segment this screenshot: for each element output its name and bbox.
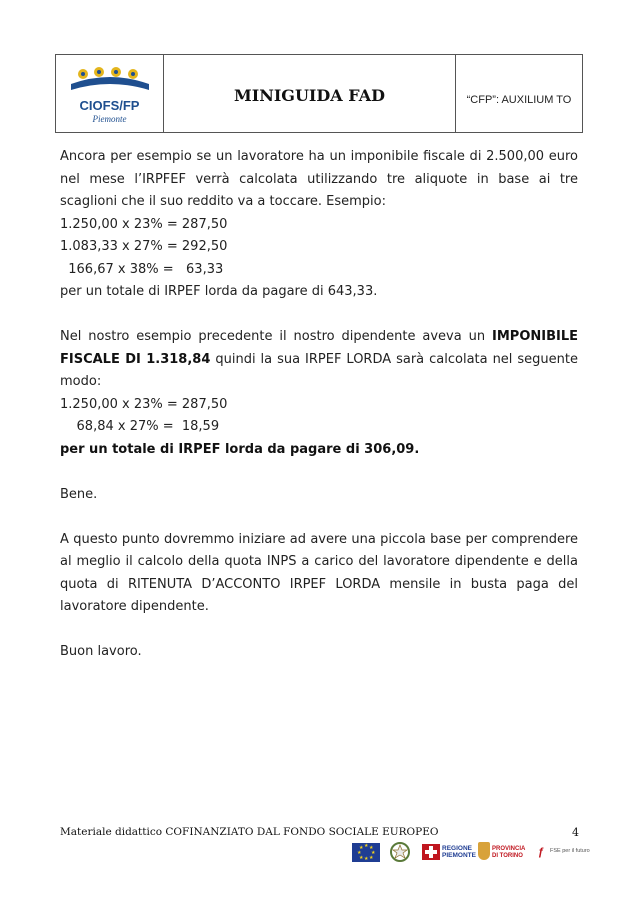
footer-logos bbox=[350, 840, 590, 866]
paragraph-example bbox=[60, 326, 578, 394]
logo-cell bbox=[56, 55, 164, 132]
bene-line: Bene. bbox=[60, 486, 98, 502]
document-header bbox=[55, 54, 583, 133]
footer-text: Materiale didattico COFINANZIATO DAL FONDO SOCIALE EUROPEO bbox=[60, 826, 439, 838]
calc-line: 1.083,33 x 27% = 292,50 bbox=[60, 239, 228, 254]
calc-line: 1.250,00 x 23% = 287,50 bbox=[60, 216, 228, 232]
regione-piemonte-logo bbox=[422, 842, 476, 862]
regione-label: REGIONE bbox=[442, 845, 472, 852]
paragraph-intro: Ancora per esempio se un lavoratore ha un imponibile fiscale di 2.500,00 euro nel mese l’IRPFEF verrà calcolata utilizzando tre aliquote in base ai tre scaglioni che il suo reddito va a toccare. Esempio: bbox=[60, 149, 578, 209]
torino-label: DI TORINO bbox=[492, 853, 523, 859]
calc-line: 1.250,00 x 23% = 287,50 bbox=[60, 396, 228, 412]
logo-subtitle: Piemonte bbox=[92, 113, 127, 124]
calc-line: 166,67 x 38% = 63,33 bbox=[60, 261, 224, 277]
total-line: per un totale di IRPEF lorda da pagare di 643,33. bbox=[60, 284, 378, 299]
calc-line: 68,84 x 27% = 18,59 bbox=[60, 419, 220, 434]
page-number: 4 bbox=[572, 826, 579, 839]
fse-logo bbox=[538, 844, 590, 860]
document-body bbox=[60, 146, 578, 664]
cfp-label: “CFP”: AUXILIUM TO bbox=[466, 93, 572, 106]
piemonte-label: PIEMONTE bbox=[442, 852, 476, 859]
provincia-crest-icon bbox=[478, 842, 490, 860]
fse-mark-icon: ƒ bbox=[538, 846, 545, 858]
provincia-label: PROVINCIA bbox=[492, 846, 526, 852]
imponibile-highlight: IMPONIBILE FISCALE DI 1.318,84 bbox=[60, 329, 578, 367]
ciofs-logo bbox=[63, 60, 157, 128]
total-bold-text: per un totale di IRPEF lorda da pagare di 306,09. bbox=[60, 441, 420, 457]
total-line-bold bbox=[60, 439, 578, 462]
regione-flag-icon bbox=[422, 844, 440, 860]
closing-line: Buon lavoro. bbox=[60, 644, 142, 659]
eu-flag-icon: ★ ★ ★ ★ ★ ★ ★ ★ bbox=[352, 843, 380, 862]
paragraph-conclusion: A questo punto dovremmo iniziare ad avere una piccola base per comprendere al meglio il calcolo della quota INPS a carico del lavoratore dipendente e della quota di RITENUTA D’ACCONTO IRPEF LORDA mensile in busta paga del lavoratore dipendente. bbox=[60, 531, 578, 614]
italian-republic-emblem-icon bbox=[390, 841, 410, 863]
cfp-cell bbox=[456, 55, 582, 132]
logo-name: CIOFS/FP bbox=[79, 97, 140, 113]
paragraph-text: quindi la sua IRPEF LORDA sarà calcolata nel seguente modo: bbox=[60, 351, 578, 389]
provincia-torino-logo bbox=[478, 840, 534, 864]
ciofs-figures-icon bbox=[69, 66, 151, 92]
fse-label: FSE per il futuro bbox=[550, 848, 590, 854]
title-cell bbox=[164, 55, 456, 132]
paragraph-text: Nel nostro esempio precedente il nostro dipendente aveva un bbox=[60, 329, 493, 344]
document-title: MINIGUIDA FAD bbox=[234, 86, 385, 105]
